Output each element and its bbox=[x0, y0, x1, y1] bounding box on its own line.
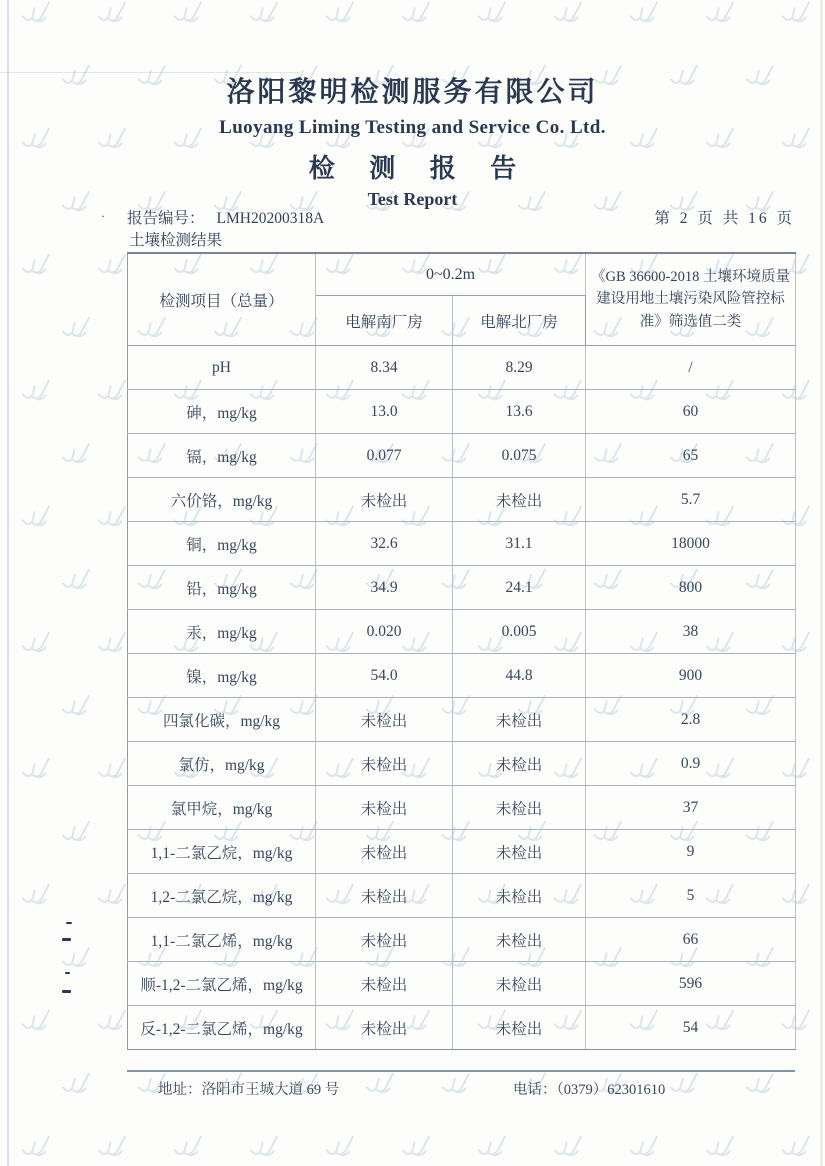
watermark-logo-icon bbox=[18, 881, 56, 914]
north-plant-value: 未检出 bbox=[453, 1006, 586, 1050]
row-item-label: 镍，mg/kg bbox=[128, 654, 316, 698]
watermark-logo-icon bbox=[18, 377, 56, 410]
watermark-logo-icon bbox=[626, 0, 664, 33]
header-row-1 bbox=[128, 253, 796, 296]
north-plant-value: 44.8 bbox=[453, 654, 586, 698]
north-plant-value: 未检出 bbox=[453, 962, 586, 1006]
screening-limit-value: 38 bbox=[586, 610, 796, 654]
section-title: 土壤检测结果 bbox=[129, 232, 223, 249]
watermark-logo-icon bbox=[550, 0, 588, 33]
company-name-cn: 洛阳黎明检测服务有限公司 bbox=[226, 77, 599, 108]
watermark-logo-icon bbox=[18, 755, 56, 788]
footer-divider bbox=[127, 1070, 795, 1072]
north-plant-value: 0.075 bbox=[453, 434, 586, 478]
watermark-logo-icon bbox=[58, 692, 96, 725]
test-item-header: 检测项目（总量） bbox=[128, 253, 316, 346]
watermark-logo-icon bbox=[398, 1133, 436, 1166]
watermark-logo-icon bbox=[438, 1070, 476, 1103]
south-plant-value: 32.6 bbox=[316, 522, 453, 566]
south-plant-value: 0.077 bbox=[316, 434, 453, 478]
scan-smudge bbox=[65, 972, 70, 974]
watermark-logo-icon bbox=[702, 0, 740, 33]
scan-smudge bbox=[66, 922, 72, 924]
table-row bbox=[128, 390, 796, 434]
row-item-label: 氯仿，mg/kg bbox=[128, 742, 316, 786]
watermark-logo-icon bbox=[550, 1133, 588, 1166]
soil-results-table bbox=[127, 252, 796, 1050]
watermark-logo-icon bbox=[702, 1133, 740, 1166]
north-plant-value: 13.6 bbox=[453, 390, 586, 434]
screening-limit-value: 54 bbox=[586, 1006, 796, 1050]
watermark-logo-icon bbox=[18, 503, 56, 536]
south-plant-value: 54.0 bbox=[316, 654, 453, 698]
screening-limit-value: 65 bbox=[586, 434, 796, 478]
screening-limit-value: 2.8 bbox=[586, 698, 796, 742]
table-row bbox=[128, 522, 796, 566]
north-plant-value: 未检出 bbox=[453, 918, 586, 962]
watermark-logo-icon bbox=[58, 1070, 96, 1103]
north-plant-value: 未检出 bbox=[453, 698, 586, 742]
table-row bbox=[128, 434, 796, 478]
report-title-en: Test Report bbox=[367, 189, 458, 209]
north-plant-value: 未检出 bbox=[453, 478, 586, 522]
watermark-logo-icon bbox=[474, 1133, 512, 1166]
north-plant-value: 8.29 bbox=[453, 346, 586, 390]
watermark-logo-icon bbox=[322, 1133, 360, 1166]
watermark-logo-icon bbox=[778, 1133, 816, 1166]
watermark-logo-icon bbox=[58, 440, 96, 473]
table-row bbox=[128, 874, 796, 918]
watermark-logo-icon bbox=[322, 0, 360, 33]
table-row bbox=[128, 478, 796, 522]
south-plant-value: 0.020 bbox=[316, 610, 453, 654]
south-plant-value: 未检出 bbox=[316, 918, 453, 962]
watermark-logo-icon bbox=[362, 1070, 400, 1103]
scan-speck: · bbox=[101, 209, 105, 223]
south-plant-value: 未检出 bbox=[316, 962, 453, 1006]
watermark-logo-icon bbox=[58, 818, 96, 851]
north-plant-value: 未检出 bbox=[453, 874, 586, 918]
south-plant-value: 未检出 bbox=[316, 478, 453, 522]
table-row bbox=[128, 1006, 796, 1050]
meta-row bbox=[127, 206, 795, 228]
scan-smudge bbox=[62, 990, 71, 993]
row-item-label: 镉，mg/kg bbox=[128, 434, 316, 478]
standard-header: 《GB 36600-2018 土壤环境质量 建设用地土壤污染风险管控标准》筛选值二类 bbox=[586, 253, 796, 346]
row-item-label: 氯甲烷，mg/kg bbox=[128, 786, 316, 830]
screening-limit-value: 5 bbox=[586, 874, 796, 918]
screening-limit-value: 66 bbox=[586, 918, 796, 962]
south-plant-value: 8.34 bbox=[316, 346, 453, 390]
watermark-logo-icon bbox=[94, 1133, 132, 1166]
row-item-label: 1,1-二氯乙烷，mg/kg bbox=[128, 830, 316, 874]
watermark-logo-icon bbox=[170, 0, 208, 33]
report-header bbox=[0, 70, 825, 210]
results-body bbox=[128, 346, 796, 1050]
south-plant-value: 未检出 bbox=[316, 698, 453, 742]
scan-smudge bbox=[62, 938, 71, 941]
north-plant-header: 电解北厂房 bbox=[453, 296, 586, 346]
north-plant-value: 31.1 bbox=[453, 522, 586, 566]
watermark-logo-icon bbox=[742, 1070, 780, 1103]
footer-address: 地址：洛阳市王城大道 69 号 bbox=[158, 1082, 340, 1098]
watermark-logo-icon bbox=[170, 1133, 208, 1166]
screening-limit-value: 9 bbox=[586, 830, 796, 874]
watermark-logo-icon bbox=[626, 1133, 664, 1166]
watermark-logo-icon bbox=[246, 1133, 284, 1166]
table-row bbox=[128, 698, 796, 742]
table-row bbox=[128, 610, 796, 654]
screening-limit-value: 37 bbox=[586, 786, 796, 830]
screening-limit-value: 800 bbox=[586, 566, 796, 610]
watermark-logo-icon bbox=[18, 251, 56, 284]
row-item-label: 顺-1,2-二氯乙烯，mg/kg bbox=[128, 962, 316, 1006]
watermark-logo-icon bbox=[18, 0, 56, 33]
table-row bbox=[128, 346, 796, 390]
footer-phone: 电话：（0379）62301610 bbox=[513, 1082, 666, 1098]
row-item-label: 六价铬，mg/kg bbox=[128, 478, 316, 522]
row-item-label: 汞，mg/kg bbox=[128, 610, 316, 654]
table-row bbox=[128, 962, 796, 1006]
south-plant-value: 未检出 bbox=[316, 830, 453, 874]
report-title-cn: 检 测 报 告 bbox=[308, 154, 531, 183]
report-number-value: LMH20200318A bbox=[216, 210, 325, 227]
watermark-logo-icon bbox=[474, 0, 512, 33]
watermark-logo-icon bbox=[666, 1070, 704, 1103]
north-plant-value: 24.1 bbox=[453, 566, 586, 610]
south-plant-value: 34.9 bbox=[316, 566, 453, 610]
page-indicator: 第 2 页 共 16 页 bbox=[654, 210, 795, 227]
screening-limit-value: 60 bbox=[586, 390, 796, 434]
company-name-en: Luoyang Liming Testing and Service Co. Ltd. bbox=[219, 117, 606, 138]
north-plant-value: 未检出 bbox=[453, 786, 586, 830]
watermark-logo-icon bbox=[58, 944, 96, 977]
watermark-logo-icon bbox=[18, 629, 56, 662]
table-row bbox=[128, 786, 796, 830]
screening-limit-value: / bbox=[586, 346, 796, 390]
south-plant-header: 电解南厂房 bbox=[316, 296, 453, 346]
north-plant-value: 未检出 bbox=[453, 830, 586, 874]
south-plant-value: 未检出 bbox=[316, 786, 453, 830]
row-item-label: 砷，mg/kg bbox=[128, 390, 316, 434]
watermark-logo-icon bbox=[398, 0, 436, 33]
screening-limit-value: 900 bbox=[586, 654, 796, 698]
watermark-logo-icon bbox=[58, 314, 96, 347]
row-item-label: 铅，mg/kg bbox=[128, 566, 316, 610]
report-number-label: 报告编号： bbox=[127, 210, 205, 227]
row-item-label: 铜，mg/kg bbox=[128, 522, 316, 566]
watermark-logo-icon bbox=[94, 0, 132, 33]
screening-limit-value: 596 bbox=[586, 962, 796, 1006]
north-plant-value: 0.005 bbox=[453, 610, 586, 654]
watermark-logo-icon bbox=[246, 0, 284, 33]
table-row bbox=[128, 830, 796, 874]
table-row bbox=[128, 742, 796, 786]
row-item-label: 1,1-二氯乙烯，mg/kg bbox=[128, 918, 316, 962]
watermark-logo-icon bbox=[58, 566, 96, 599]
row-item-label: 反-1,2-二氯乙烯，mg/kg bbox=[128, 1006, 316, 1050]
table-row bbox=[128, 566, 796, 610]
screening-limit-value: 18000 bbox=[586, 522, 796, 566]
north-plant-value: 未检出 bbox=[453, 742, 586, 786]
south-plant-value: 13.0 bbox=[316, 390, 453, 434]
watermark-logo-icon bbox=[18, 1007, 56, 1040]
watermark-logo-icon bbox=[778, 0, 816, 33]
screening-limit-value: 0.9 bbox=[586, 742, 796, 786]
table-row bbox=[128, 654, 796, 698]
row-item-label: 四氯化碳，mg/kg bbox=[128, 698, 316, 742]
table-row bbox=[128, 918, 796, 962]
report-number bbox=[127, 206, 324, 228]
south-plant-value: 未检出 bbox=[316, 742, 453, 786]
south-plant-value: 未检出 bbox=[316, 874, 453, 918]
screening-limit-value: 5.7 bbox=[586, 478, 796, 522]
south-plant-value: 未检出 bbox=[316, 1006, 453, 1050]
depth-header: 0~0.2m bbox=[316, 253, 586, 296]
row-item-label: pH bbox=[128, 346, 316, 390]
row-item-label: 1,2-二氯乙烷，mg/kg bbox=[128, 874, 316, 918]
watermark-logo-icon bbox=[18, 1133, 56, 1166]
